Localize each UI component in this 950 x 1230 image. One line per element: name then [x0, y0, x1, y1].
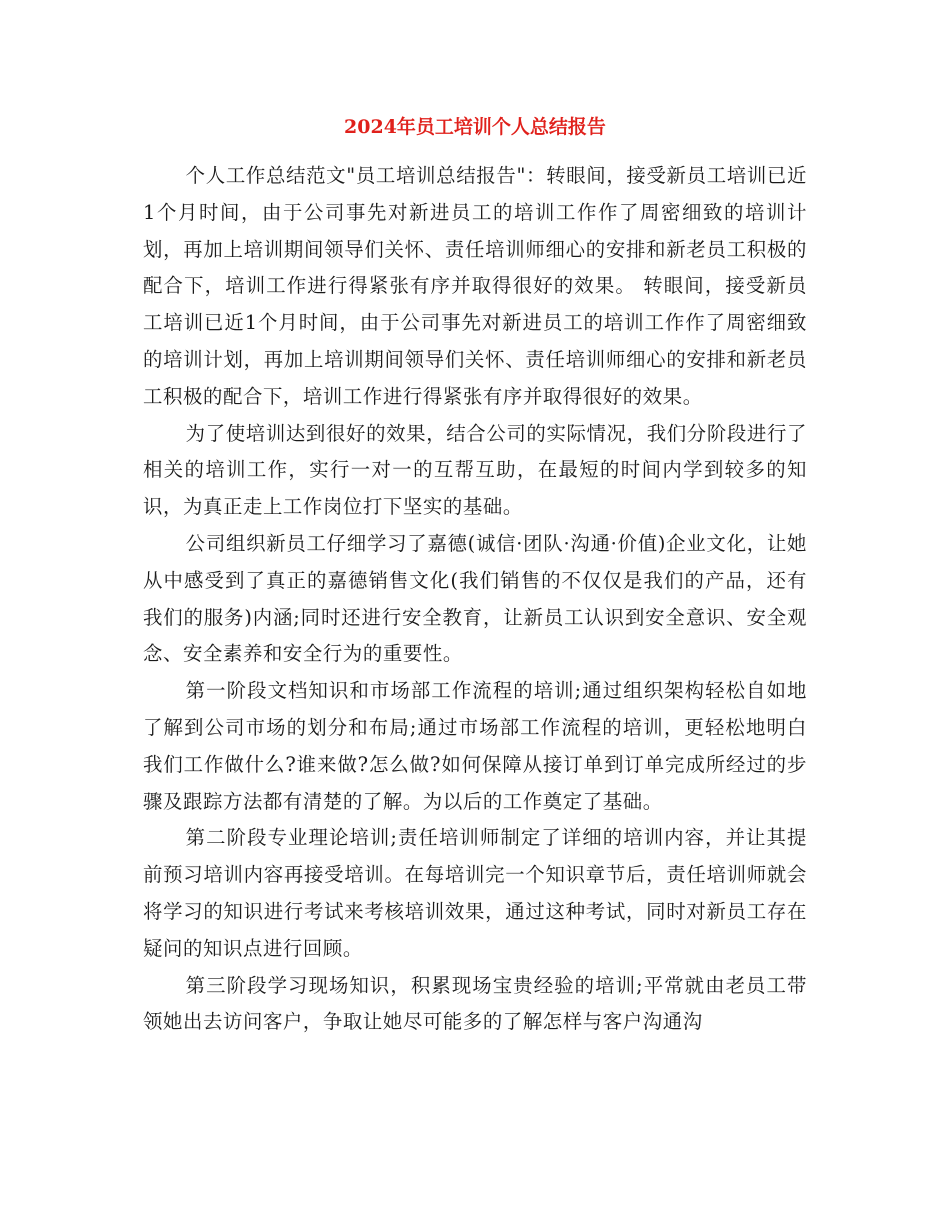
paragraph-1: 个人工作总结范文"员工培训总结报告"：转眼间，接受新员工培训已近1个月时间，由于公司事先对新进员工的培训工作作了周密细致的培训计划，再加上培训期间领导们关怀、责任培训师细心的安排和新老员工积极的配合下，培训工作进行得紧张有序并取得很好的效果。 转眼间，接受新员工培训已近1个月时间，由于公司事先对新进员工的培训工作作了周密细致的培训计划，再加上培训期间领导们关怀、责任培训师细心的安排和新老员工积极的配合下，培训工作进行得紧张有序并取得很好的效果。 — [143, 164, 807, 408]
paragraph-5: 第二阶段专业理论培训;责任培训师制定了详细的培训内容，并让其提前预习培训内容再接受培训。在每培训完一个知识章节后，责任培训师就会将学习的知识进行考试来考核培训效果，通过这种考试，同时对新员工存在疑问的知识点进行回顾。 — [143, 826, 807, 960]
paragraph-6: 第三阶段学习现场知识，积累现场宝贵经验的培训;平常就由老员工带领她出去访问客户，争取让她尽可能多的了解怎样与客户沟通沟 — [143, 973, 807, 1034]
paragraph-4: 第一阶段文档知识和市场部工作流程的培训;通过组织架构轻松自如地了解到公司市场的划分和布局;通过市场部工作流程的培训，更轻松地明白我们工作做什么?谁来做?怎么做?如何保障从接订单到订单完成所经过的步骤及跟踪方法都有清楚的了解。为以后的工作奠定了基础。 — [143, 679, 807, 813]
document-body — [143, 158, 807, 1041]
paragraph-3: 公司组织新员工仔细学习了嘉德(诚信·团队·沟通·价值)企业文化，让她从中感受到了真正的嘉德销售文化(我们销售的不仅仅是我们的产品，还有我们的服务)内涵;同时还进行安全教育，让新员工认识到安全意识、安全观念、安全素养和安全行为的重要性。 — [143, 531, 807, 666]
paragraph-2: 为了使培训达到很好的效果，结合公司的实际情况，我们分阶段进行了相关的培训工作，实行一对一的互帮互助，在最短的时间内学到较多的知识，为真正走上工作岗位打下坚实的基础。 — [143, 421, 807, 519]
document-title: 2024年员工培训个人总结报告 — [344, 116, 606, 138]
